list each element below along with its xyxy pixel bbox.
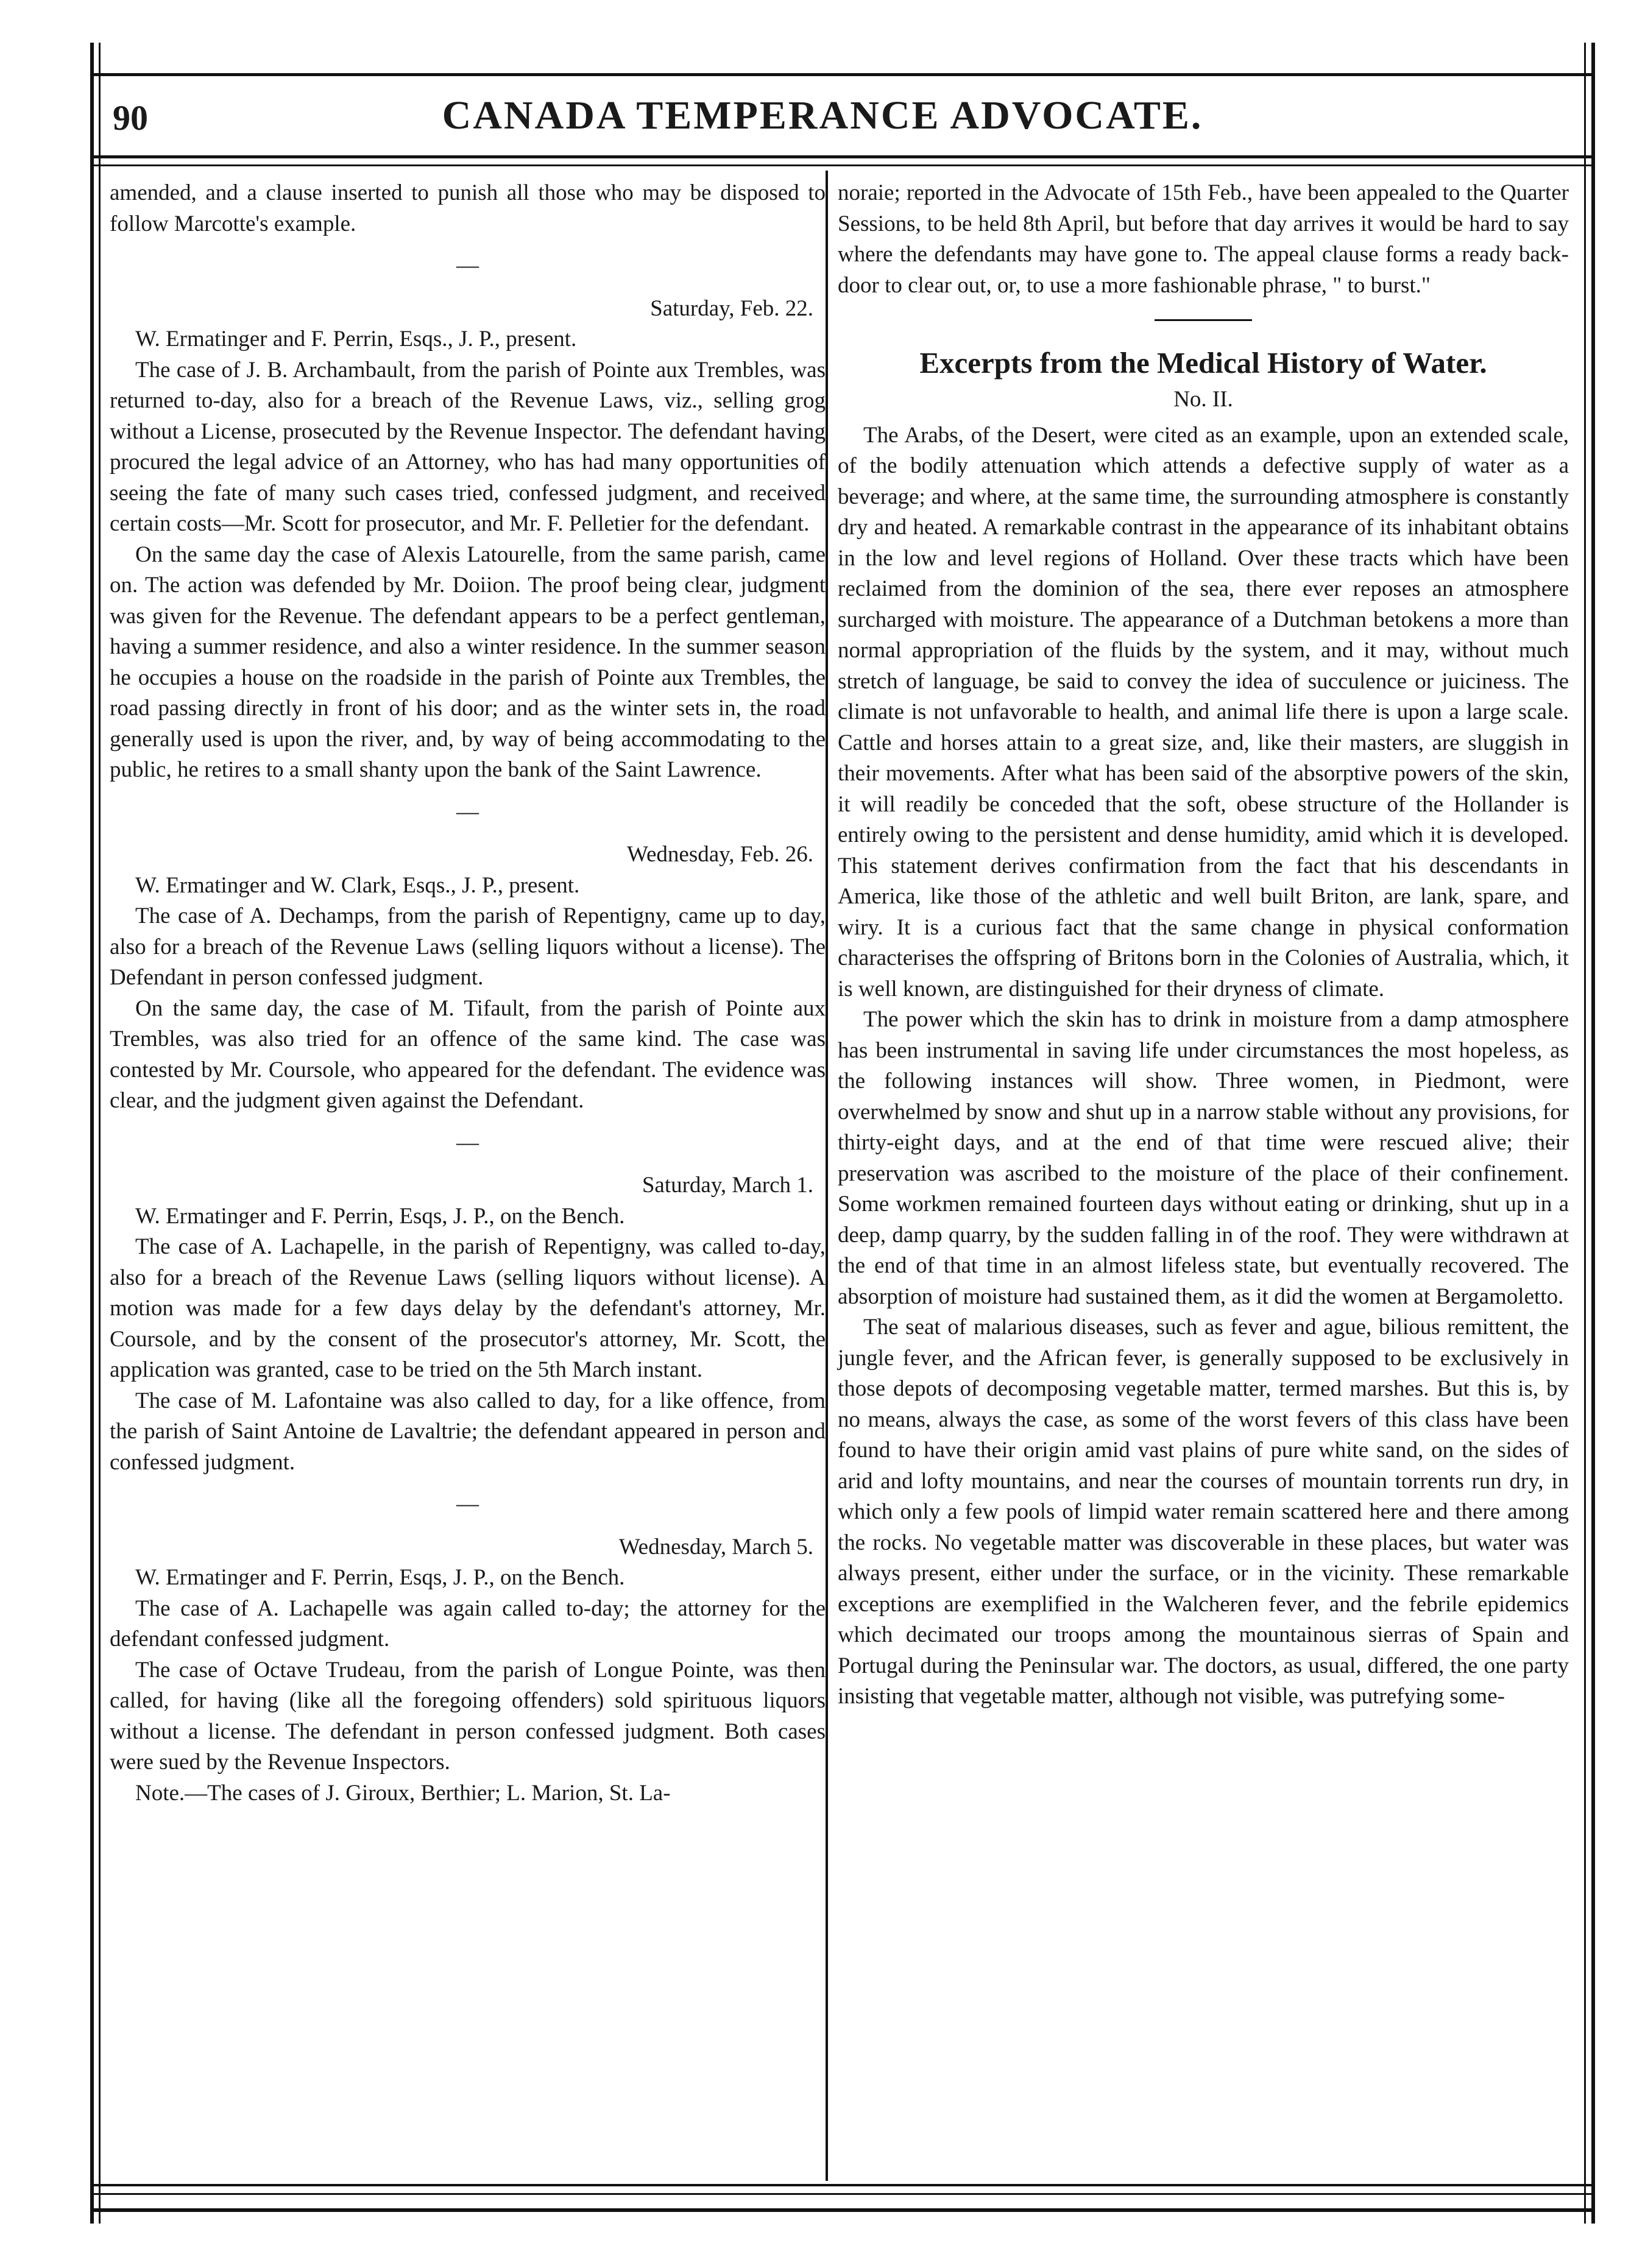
footer-bottom-rule: [90, 2208, 1595, 2212]
paragraph: noraie; reported in the Advocate of 15th Feb., have been appealed to the Quarter Sessions, to be held 8th April, but before that day arrives it would be hard to say where the defendants may have gone to. The appeal clause forms a ready back-door to clear out, or, to use a more fashionable phrase, " to burst.": [838, 180, 1569, 298]
border-left-inner-rule: [99, 43, 101, 2224]
dateline: Saturday, March 1.: [642, 1173, 813, 1198]
paragraph: On the same day the case of Alexis Latourelle, from the same parish, came on. The action was defended by Mr. Doiion. The proof being clear, judgment was given for the Revenue. The defendant appears to be a perfect gentleman, having a summer residence, and also a winter residence. In the summer season he occupies a house on the roadside in the parish of Pointe aux Trembles, the road passing directly in front of his door; and as the winter sets in, the road generally used is upon the river, and, by way of being accommodating to the public, he retires to a small shanty upon the bank of the Saint Lawrence.: [110, 542, 826, 782]
dateline: Wednesday, March 5.: [618, 1534, 813, 1560]
paragraph: The power which the skin has to drink in moisture from a damp atmosphere has been instrumental in saving life under circumstances the most hopeless, as the following instances will show. Three women, in Piedmont, were overwhelmed by snow and shut up in a narrow stable without any provisions, for thirty-eight days, and at the end of that time were rescued alive; their preservation was ascribed to the moisture of the place of their confinement. Some workmen remained fourteen days without eating or drinking, shut up in a deep, damp quarry, by the sudden falling in of the roof. They were withdrawn at the end of that time in an almost lifeless state, but eventually recovered. The absorption of moisture had sustained them, as it did the women at Bergamoletto.: [838, 1007, 1569, 1309]
footer-top-rule: [90, 2184, 1595, 2186]
footer-thin-rule: [90, 2193, 1595, 2195]
right-column: [838, 178, 1569, 1712]
paragraph: amended, and a clause inserted to punish all those who may be disposed to follow Marcotte's example.: [110, 180, 826, 236]
masthead-title: CANADA TEMPERANCE ADVOCATE.: [442, 93, 1203, 138]
article-divider: [1155, 319, 1252, 321]
header-top-rule: [90, 73, 1595, 76]
section-separator: —: [456, 1129, 479, 1155]
section-separator: —: [456, 799, 479, 824]
dateline: Saturday, Feb. 22.: [650, 295, 813, 321]
paragraph: The case of A. Lachapelle, in the parish of Repentigny, was called to-day, also for a breach of the Revenue Laws (selling liquors without license). A motion was made for a few days delay by the defendant's attorney, Mr. Coursole, and by the consent of the prosecutor's attorney, Mr. Scott, the application was granted, case to be tried on the 5th March instant.: [110, 1234, 826, 1382]
paragraph: The case of A. Dechamps, from the parish of Repentigny, came up to day, also for a breach of the Revenue Laws (selling liquors without a license). The Defendant in person confessed judgment.: [110, 903, 826, 990]
column-divider: [826, 171, 828, 2181]
paragraph: The Arabs, of the Desert, were cited as an example, upon an extended scale, of the bodily attenuation which attends a defective supply of water as a beverage; and where, at the same time, the surrounding atmosphere is constantly dry and heated. A remarkable contrast in the appearance of its inhabitant obtains in the low and level regions of Holland. Over these tracts which have been reclaimed from the dominion of the sea, there ever reposes an atmosphere surcharged with moisture. The appearance of a Dutchman betokens a more than normal appropriation of the fluids by the system, and it may, without much stretch of language, be said to convey the idea of succulence or juiciness. The climate is not unfavorable to health, and animal life there is upon a large scale. Cattle and horses attain to a great size, and, like their masters, are sluggish in their movements. After what has been said of the absorptive powers of the skin, it will readily be conceded that the soft, obese structure of the Hollander is entirely owing to the persistent and dense humidity, amid which it is developed. This statement derives confirmation from the fact that his descendants in America, like those of the athletic and well built Briton, are lank, spare, and wiry. It is a curious fact that the same change in physical conformation characterises the offspring of Britons born in the Colonies of Australia, which, it is well known, are distinguished for their dryness of climate.: [838, 422, 1569, 1002]
header-bottom-thin-rule: [90, 164, 1595, 166]
paragraph: The case of M. Lafontaine was also called to day, for a like offence, from the parish of Saint Antoine de Lavaltrie; the defendant appeared in person and confessed judgment.: [110, 1388, 826, 1475]
section-separator: —: [456, 1491, 479, 1516]
article-number: No. II.: [1173, 387, 1233, 412]
paragraph: On the same day, the case of M. Tifault, from the parish of Pointe aux Trembles, was also tried for an offence of the same kind. The case was contested by Mr. Coursole, who appeared for the defendant. The evidence was clear, and the judgment given against the Defendant.: [110, 995, 826, 1113]
border-right-rule: [1591, 43, 1595, 2224]
dateline: Wednesday, Feb. 26.: [627, 842, 813, 867]
note-paragraph: Note.—The cases of J. Giroux, Berthier; L. Marion, St. La-: [135, 1780, 671, 1806]
page-number: 90: [113, 98, 148, 138]
header-bottom-rule: [90, 155, 1595, 158]
section-separator: —: [456, 253, 479, 278]
border-right-inner-rule: [1584, 43, 1586, 2224]
magistrates-present: W. Ermatinger and F. Perrin, Esqs, J. P., on the Bench.: [135, 1203, 625, 1229]
paragraph: The case of A. Lachapelle was again called to-day; the attorney for the defendant confessed judgment.: [110, 1595, 826, 1652]
paragraph: The case of Octave Trudeau, from the parish of Longue Pointe, was then called, for having (like all the foregoing offenders) sold spirituous liquors without a license. The defendant in person confessed judgment. Both cases were sued by the Revenue Inspectors.: [110, 1657, 826, 1775]
paragraph: The seat of malarious diseases, such as fever and ague, bilious remittent, the jungle fever, and the African fever, is generally supposed to be exclusively in those depots of decomposing vegetable matter, termed marshes. But this is, by no means, always the case, as some of the worst fevers of this class have been found to have their origin amid vast plains of pure white sand, on the sides of arid and lofty mountains, and near the courses of mountain torrents run dry, in which only a few pools of limpid water remain scattered here and there among the rocks. No vegetable matter was discoverable in these places, but water was always present, either under the surface, or in the vicinity. These remarkable exceptions are exemplified in the Walcheren fever, and the febrile epidemics which decimated our troops among the mountainous sierras of Spain and Portugal during the Peninsular war. The doctors, as usual, differed, the one party insisting that vegetable matter, although not visible, was putrefying some-: [838, 1315, 1569, 1709]
magistrates-present: W. Ermatinger and F. Perrin, Esqs., J. P., present.: [135, 327, 577, 352]
magistrates-present: W. Ermatinger and W. Clark, Esqs., J. P., present.: [135, 872, 580, 898]
border-left-rule: [90, 43, 94, 2224]
paragraph: The case of J. B. Archambault, from the parish of Pointe aux Trembles, was returned to-day, also for a breach of the Revenue Laws, viz., selling grog without a License, prosecuted by the Revenue Inspector. The defendant having procured the legal advice of an Attorney, who has had many opportunities of seeing the fate of many such cases tried, confessed judgment, and received certain costs—Mr. Scott for prosecutor, and Mr. F. Pelletier for the defendant.: [110, 357, 826, 536]
article-title: Excerpts from the Medical History of Water.: [919, 346, 1487, 380]
left-column: [110, 178, 826, 1809]
magistrates-present: W. Ermatinger and F. Perrin, Esqs, J. P., on the Bench.: [135, 1565, 625, 1590]
